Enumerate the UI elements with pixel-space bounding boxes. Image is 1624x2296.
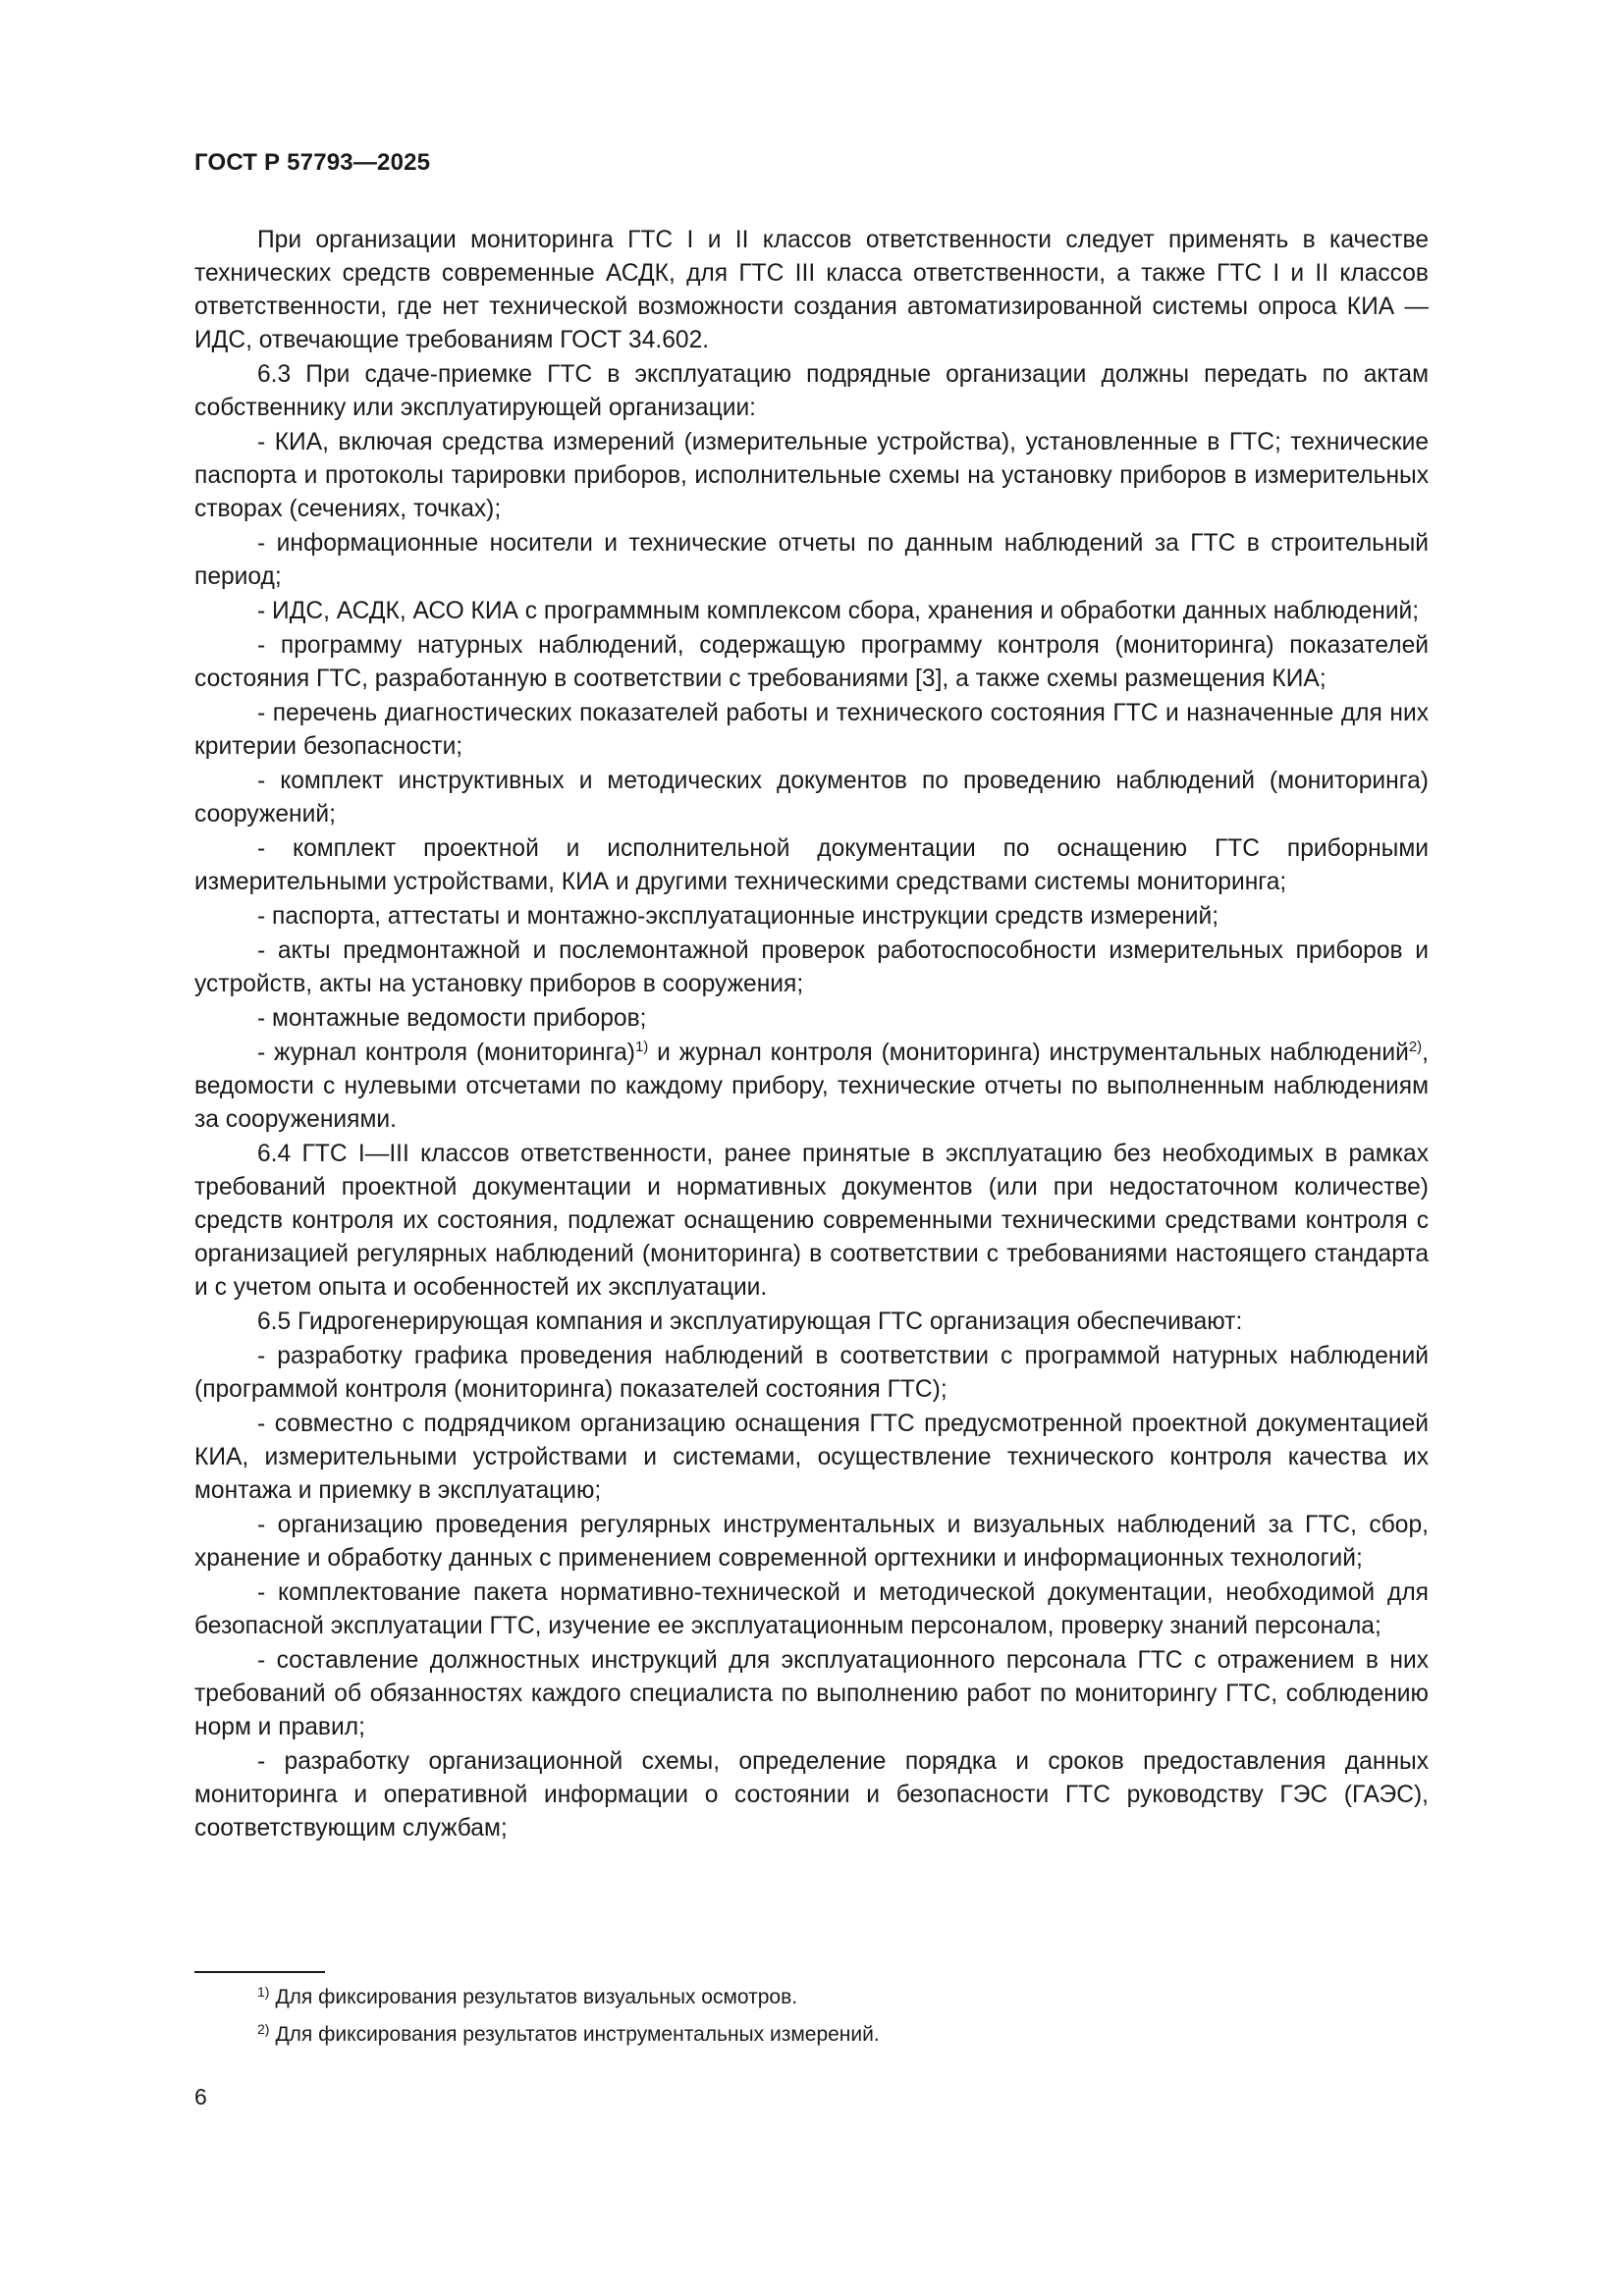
footnote-ref-1: 1): [634, 1039, 649, 1055]
list-item: - программу натурных наблюдений, содержащую программу контроля (мониторинга) показателей состояния ГТС, разработанную в соответствии с требованиями [3], а также схемы размещения КИА;: [194, 632, 1429, 692]
list-item: - организацию проведения регулярных инструментальных и визуальных наблюдений за ГТС, сбор, хранение и обработку данных с применением современной оргтехники и информационных технологий;: [194, 1512, 1429, 1572]
footnote-1: [257, 1984, 1337, 2011]
list-item: - информационные носители и технические отчеты по данным наблюдений за ГТС в строительный период;: [194, 530, 1429, 590]
footnote-mark: 2): [257, 2021, 270, 2037]
footnote-mark: 1): [257, 1984, 270, 2000]
list-item: - разработку организационной схемы, определение порядка и сроков предоставления данных мониторинга и оперативной информации о состоянии и безопасности ГТС руководству ГЭС (ГАЭС), соответствующим службам;: [194, 1748, 1429, 1842]
page-number: 6: [194, 2084, 207, 2109]
paragraph: 6.3 При сдаче-приемке ГТС в эксплуатацию подрядные организации должны передать по актам собственнику или эксплуатирующей организации:: [194, 361, 1429, 421]
footnote-ref-2: 2): [1408, 1039, 1423, 1055]
journal-text-part: и журнал контроля (мониторинга) инструментальных наблюдений: [648, 1040, 1409, 1066]
paragraph: 6.5 Гидрогенерирующая компания и эксплуатирующая ГТС организация обеспечивают:: [257, 1308, 1243, 1335]
footnote-text: Для фиксирования результатов инструментальных измерений.: [275, 2023, 880, 2046]
footnote-2: [257, 2021, 1337, 2049]
list-item-journal: [194, 1037, 1429, 1137]
list-item: - комплект проектной и исполнительной документации по оснащению ГТС приборными измерительными устройствами, КИА и другими техническими средствами системы мониторинга;: [194, 835, 1429, 895]
list-item: - паспорта, аттестаты и монтажно-эксплуатационные инструкции средств измерений;: [257, 903, 1219, 930]
list-item: - перечень диагностических показателей работы и технического состояния ГТС и назначенные для них критерии безопасности;: [194, 700, 1429, 760]
list-item: - совместно с подрядчиком организацию оснащения ГТС предусмотренной проектной документацией КИА, измерительными устройствами и системами, осуществление технического контроля качества их монтажа и приемку в эксплуатацию;: [194, 1411, 1429, 1504]
journal-text-part: , ведомости с нулевыми отсчетами по каждому прибору, технические отчеты по выполненным наблюдениям за сооружениями.: [194, 1040, 1429, 1133]
footnote-divider: [194, 1971, 325, 1973]
list-item: - комплектование пакета нормативно-технической и методической документации, необходимой для безопасной эксплуатации ГТС, изучение ее эксплуатационным персоналом, проверку знаний персонала;: [194, 1579, 1429, 1639]
journal-text-part: - журнал контроля (мониторинга): [257, 1040, 635, 1066]
paragraph: При организации мониторинга ГТС I и II классов ответственности следует применять в качестве технических средств современные АСДК, для ГТС III класса ответственности, а также ГТС I и II классов ответственности, где нет технической возможности создания автоматизированной системы опроса КИА — ИДС, отвечающие требованиям ГОСТ 34.602.: [194, 227, 1429, 353]
list-item: - ИДС, АСДК, АСО КИА с программным комплексом сбора, хранения и обработки данных наблюдений;: [257, 598, 1420, 624]
page-header-standard-number: ГОСТ Р 57793—2025: [194, 149, 431, 176]
list-item: - акты предмонтажной и послемонтажной проверок работоспособности измерительных приборов и устройств, акты на установку приборов в сооружения;: [194, 937, 1429, 997]
list-item: - разработку графика проведения наблюдений в соответствии с программой натурных наблюдений (программой контроля (мониторинга) показателей состояния ГТС);: [194, 1343, 1429, 1403]
list-item: - монтажные ведомости приборов;: [257, 1005, 647, 1032]
document-body: [194, 224, 1429, 1846]
footnote-text: Для фиксирования результатов визуальных осмотров.: [275, 1986, 798, 2008]
footnotes: [257, 1984, 1337, 2058]
list-item: - составление должностных инструкций для эксплуатационного персонала ГТС с отражением в них требований об обязанностях каждого специалиста по выполнению работ по мониторингу ГТС, соблюдению норм и правил;: [194, 1647, 1429, 1740]
list-item: - комплект инструктивных и методических документов по проведению наблюдений (мониторинга) сооружений;: [194, 768, 1429, 828]
paragraph: 6.4 ГТС I—III классов ответственности, ранее принятые в эксплуатацию без необходимых в рамках требований проектной документации и нормативных документов (или при недостаточном количестве) средств контроля их состояния, подлежат оснащению современными техническими средствами контроля с организацией регулярных наблюдений (мониторинга) в соответствии с требованиями настоящего стандарта и с учетом опыта и особенностей их эксплуатации.: [194, 1141, 1429, 1301]
list-item: - КИА, включая средства измерений (измерительные устройства), установленные в ГТС; технические паспорта и протоколы тарировки приборов, исполнительные схемы на установку приборов в измерительных створах (сечениях, точках);: [194, 429, 1429, 522]
